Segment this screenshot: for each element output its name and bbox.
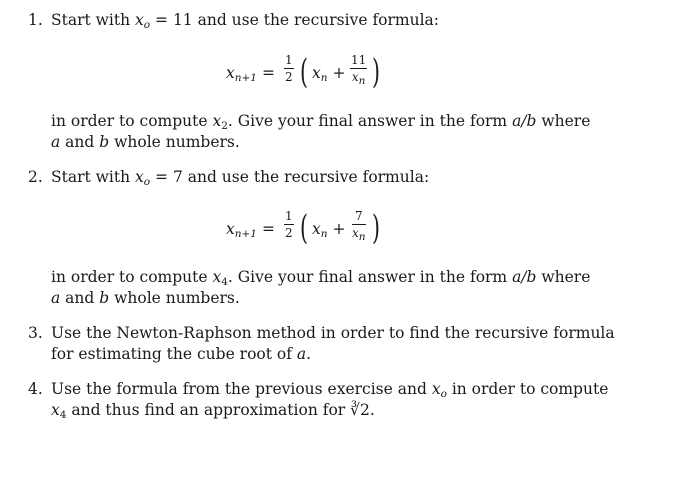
- exercise-number: 4.: [28, 380, 43, 398]
- fraction-term: $\frac{7}{x_n}$: [352, 209, 366, 243]
- formula-2: $x_{n+1}$ = $\frac{1}{2}$ ( $x_n$ + $\frac{7}{x_n}$ ): [226, 208, 380, 248]
- fraction-half: $\frac{1}{2}$: [285, 53, 293, 84]
- exercise-number: 2.: [28, 168, 43, 186]
- exercise-body: [51, 167, 587, 188]
- exercise-body: in order to compute $x_4$. Give your final answer in the form a/b where a and b whole numbers.: [51, 268, 591, 307]
- exercise-body: Use the Newton-Raphson method in order to find the recursive formula for estimating the cube root of a.: [51, 324, 615, 363]
- exercise-number: 3.: [28, 324, 43, 342]
- formula-1: $x_{n+1}$ = $\frac{1}{2}$ ( $x_n$ + $\frac{11}{x_n}$ ): [226, 52, 380, 92]
- exercise-intro: Start with $x_o = 7$ and use the recursive formula:: [51, 168, 430, 188]
- exercise-body: in order to compute $x_2$. Give your final answer in the form a/b where a and b whole numbers.: [51, 112, 591, 151]
- exercise-body: Use the formula from the previous exercise and $x_o$ in order to compute $x_4$ and thus find an approximation for ∛2.: [51, 380, 609, 421]
- exercise-number: 1.: [28, 11, 43, 29]
- exercise-body: [51, 10, 587, 31]
- cube-root-symbol: ∛2: [350, 401, 370, 419]
- fraction-half: $\frac{1}{2}$: [285, 209, 293, 240]
- exercise-intro: Start with $x_o = 11$ and use the recursive formula:: [51, 11, 440, 31]
- fraction-term: $\frac{11}{x_n}$: [351, 53, 367, 87]
